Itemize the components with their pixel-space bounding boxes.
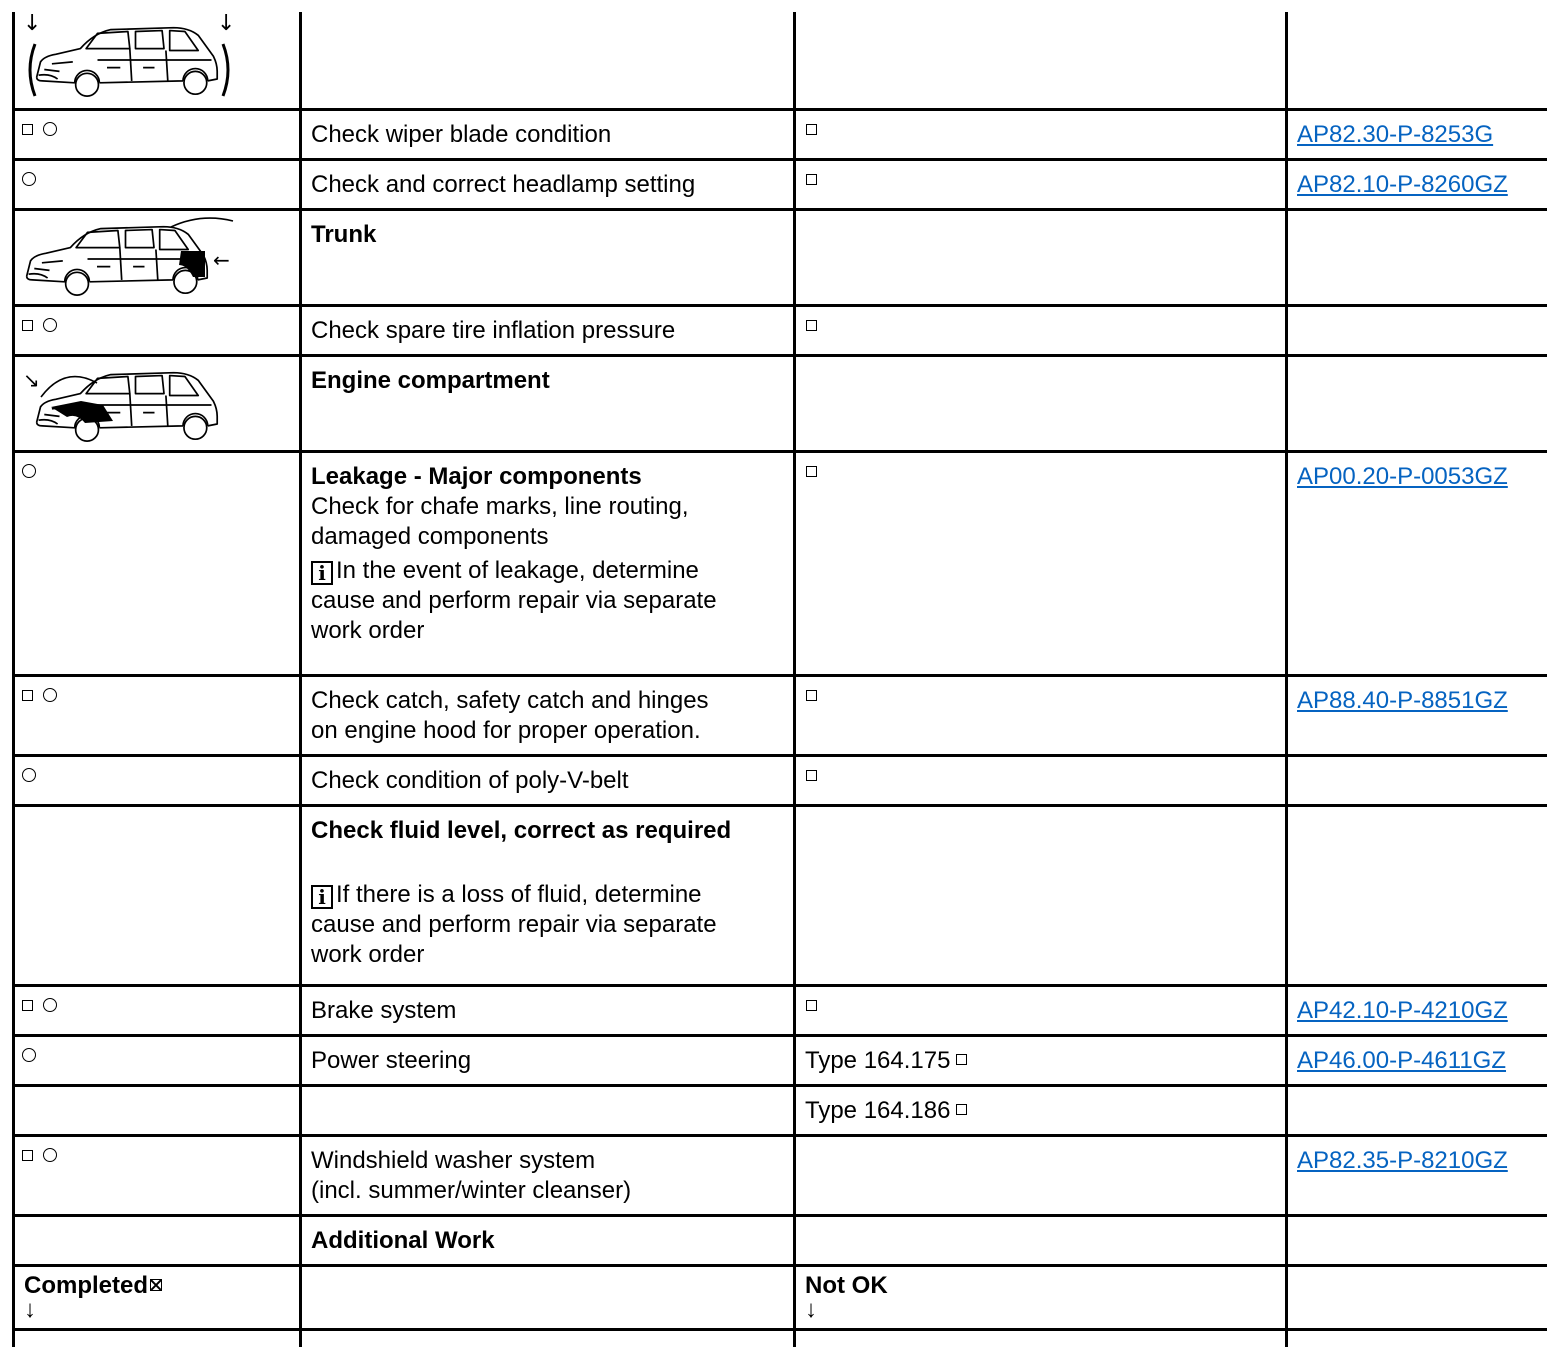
info-note: work order xyxy=(311,941,425,968)
checkbox-icon[interactable] xyxy=(806,770,817,781)
table-cell xyxy=(793,161,1285,208)
table-cell xyxy=(1285,677,1547,754)
table-row xyxy=(12,158,1547,208)
table-cell xyxy=(12,1267,299,1328)
table-row xyxy=(12,754,1547,804)
type-label: Type 164.186 xyxy=(805,1097,951,1124)
table-cell xyxy=(299,307,793,354)
table-cell xyxy=(12,111,299,158)
checkbox-icon[interactable] xyxy=(806,466,817,477)
table-cell xyxy=(1285,1037,1547,1084)
table-cell xyxy=(793,453,1285,674)
reference-link[interactable]: AP42.10-P-4210GZ xyxy=(1297,997,1508,1024)
section-heading: Check fluid level, correct as required xyxy=(311,817,732,844)
table-row xyxy=(12,1328,1547,1347)
car-diagram-icon xyxy=(17,12,239,108)
task-line: Check catch, safety catch and hinges xyxy=(311,687,709,714)
table-cell xyxy=(1285,211,1547,304)
table-cell xyxy=(1285,1087,1547,1134)
table-cell xyxy=(12,1137,299,1214)
task-label: Check and correct headlamp setting xyxy=(311,171,696,198)
info-note: cause and perform repair via separate xyxy=(311,911,717,938)
task-line: on engine hood for proper operation. xyxy=(311,717,701,744)
table-row xyxy=(12,1264,1547,1328)
table-cell xyxy=(299,677,793,754)
table-cell xyxy=(793,807,1285,984)
table-cell xyxy=(793,1037,1285,1084)
circle-icon[interactable] xyxy=(43,688,57,702)
table-cell xyxy=(793,12,1285,108)
maintenance-sheet xyxy=(12,12,1547,1347)
left-arrow-icon: ← xyxy=(213,248,230,272)
table-cell xyxy=(299,1331,793,1347)
car-diagram-icon xyxy=(21,361,243,451)
table-cell xyxy=(1285,307,1547,354)
table-cell xyxy=(12,357,299,450)
table-row xyxy=(12,1084,1547,1134)
checkbox-icon[interactable] xyxy=(806,174,817,185)
checkbox-icon[interactable] xyxy=(22,320,33,331)
down-arrow-icon: ↓ xyxy=(23,12,42,36)
task-line: Windshield washer system xyxy=(311,1147,596,1174)
task-label: Check wiper blade condition xyxy=(311,121,612,148)
table-cell xyxy=(793,1087,1285,1134)
table-row xyxy=(12,304,1547,354)
table-cell xyxy=(793,1217,1285,1264)
table-cell xyxy=(12,1217,299,1264)
table-row xyxy=(12,450,1547,674)
checkbox-icon[interactable] xyxy=(806,690,817,701)
table-cell xyxy=(1285,757,1547,804)
circle-icon[interactable] xyxy=(22,768,36,782)
down-arrow-icon: ↓ xyxy=(24,1296,36,1323)
down-arrow-icon: ↓ xyxy=(217,12,236,36)
table-row xyxy=(12,1034,1547,1084)
task-line: (incl. summer/winter cleanser) xyxy=(311,1177,632,1204)
table-cell xyxy=(793,357,1285,450)
task-label: Power steering xyxy=(311,1047,472,1074)
table-cell xyxy=(793,677,1285,754)
table-cell xyxy=(299,1137,793,1214)
checkbox-icon[interactable] xyxy=(806,1000,817,1011)
table-cell xyxy=(299,357,793,450)
table-cell xyxy=(793,1267,1285,1328)
table-cell xyxy=(1285,807,1547,984)
table-cell xyxy=(12,453,299,674)
table-cell xyxy=(1285,987,1547,1034)
table-cell xyxy=(299,1087,793,1134)
table-cell xyxy=(1285,1137,1547,1214)
checkbox-icon[interactable] xyxy=(806,124,817,135)
table-cell xyxy=(793,211,1285,304)
table-row xyxy=(12,1134,1547,1214)
table-row xyxy=(12,208,1547,304)
table-cell xyxy=(1285,357,1547,450)
reference-link[interactable]: AP82.30-P-8253G xyxy=(1297,121,1494,148)
table-cell xyxy=(12,161,299,208)
reference-link[interactable]: AP88.40-P-8851GZ xyxy=(1297,687,1508,714)
section-heading: Trunk xyxy=(311,221,377,248)
table-cell xyxy=(793,307,1285,354)
circle-icon[interactable] xyxy=(22,1048,36,1062)
table-cell xyxy=(12,12,299,108)
section-heading: Additional Work xyxy=(311,1227,495,1254)
table-cell xyxy=(299,211,793,304)
table-cell xyxy=(1285,453,1547,674)
table-cell xyxy=(1285,12,1547,108)
task-label: Check condition of poly-V-belt xyxy=(311,767,629,794)
task-label: Brake system xyxy=(311,997,457,1024)
table-cell xyxy=(299,453,793,674)
table-cell xyxy=(12,307,299,354)
table-cell xyxy=(299,12,793,108)
info-note: work order xyxy=(311,617,425,644)
table-cell xyxy=(1285,1331,1547,1347)
table-row xyxy=(12,354,1547,450)
circle-icon[interactable] xyxy=(43,1148,57,1162)
table-cell xyxy=(793,987,1285,1034)
table-cell xyxy=(299,757,793,804)
car-diagram-icon xyxy=(21,215,243,305)
not-ok-label: Not OK xyxy=(805,1272,888,1299)
checkbox-icon[interactable] xyxy=(22,1000,33,1011)
circle-icon[interactable] xyxy=(22,464,36,478)
info-icon: i xyxy=(311,561,333,585)
table-cell xyxy=(12,1087,299,1134)
table-cell xyxy=(299,987,793,1034)
checkbox-icon[interactable] xyxy=(956,1054,967,1065)
table-cell xyxy=(299,807,793,984)
table-row xyxy=(12,984,1547,1034)
table-cell xyxy=(12,807,299,984)
section-heading: Engine compartment xyxy=(311,367,550,394)
table-cell xyxy=(1285,161,1547,208)
table-cell xyxy=(299,1267,793,1328)
table-cell xyxy=(12,1037,299,1084)
reference-link[interactable]: AP82.35-P-8210GZ xyxy=(1297,1147,1508,1174)
circle-icon[interactable] xyxy=(43,998,57,1012)
checkbox-icon[interactable] xyxy=(806,320,817,331)
info-icon: i xyxy=(311,885,333,909)
circle-icon[interactable] xyxy=(43,318,57,332)
circle-icon[interactable] xyxy=(22,172,36,186)
table-cell xyxy=(12,757,299,804)
table-cell xyxy=(299,111,793,158)
table-cell xyxy=(299,1217,793,1264)
table-cell xyxy=(1285,111,1547,158)
task-label: Check spare tire inflation pressure xyxy=(311,317,676,344)
reference-link[interactable]: AP82.10-P-8260GZ xyxy=(1297,171,1508,198)
table-cell xyxy=(1285,1217,1547,1264)
table-row xyxy=(12,804,1547,984)
table-row xyxy=(12,1214,1547,1264)
table-cell xyxy=(793,757,1285,804)
info-note: In the event of leakage, determine xyxy=(336,557,699,584)
type-label: Type 164.175 xyxy=(805,1047,951,1074)
down-arrow-icon: ↓ xyxy=(805,1296,817,1323)
table-cell xyxy=(1285,1267,1547,1328)
circle-icon[interactable] xyxy=(43,122,57,136)
table-cell xyxy=(793,1331,1285,1347)
checkbox-icon[interactable] xyxy=(22,1150,33,1161)
table-cell xyxy=(12,211,299,304)
table-cell xyxy=(12,677,299,754)
down-right-arrow-icon: ↘ xyxy=(23,368,40,392)
table-cell xyxy=(793,1137,1285,1214)
reference-link[interactable]: AP00.20-P-0053GZ xyxy=(1297,463,1508,490)
table-row xyxy=(12,674,1547,754)
table-cell xyxy=(299,1037,793,1084)
completed-label: Completed xyxy=(24,1272,149,1299)
task-line: Check for chafe marks, line routing, xyxy=(311,493,689,520)
info-note: cause and perform repair via separate xyxy=(311,587,717,614)
x-box-icon xyxy=(150,1279,162,1291)
checkbox-icon[interactable] xyxy=(22,690,33,701)
table-row xyxy=(12,12,1547,108)
table-cell xyxy=(793,111,1285,158)
table-row xyxy=(12,108,1547,158)
table-cell xyxy=(12,1331,299,1347)
checkbox-icon[interactable] xyxy=(22,124,33,135)
reference-link[interactable]: AP46.00-P-4611GZ xyxy=(1297,1047,1507,1074)
section-heading: Leakage - Major components xyxy=(311,463,642,490)
task-line: damaged components xyxy=(311,523,549,550)
table-cell xyxy=(12,987,299,1034)
checkbox-icon[interactable] xyxy=(956,1104,967,1115)
info-note: If there is a loss of fluid, determine xyxy=(336,881,702,908)
table-cell xyxy=(299,161,793,208)
